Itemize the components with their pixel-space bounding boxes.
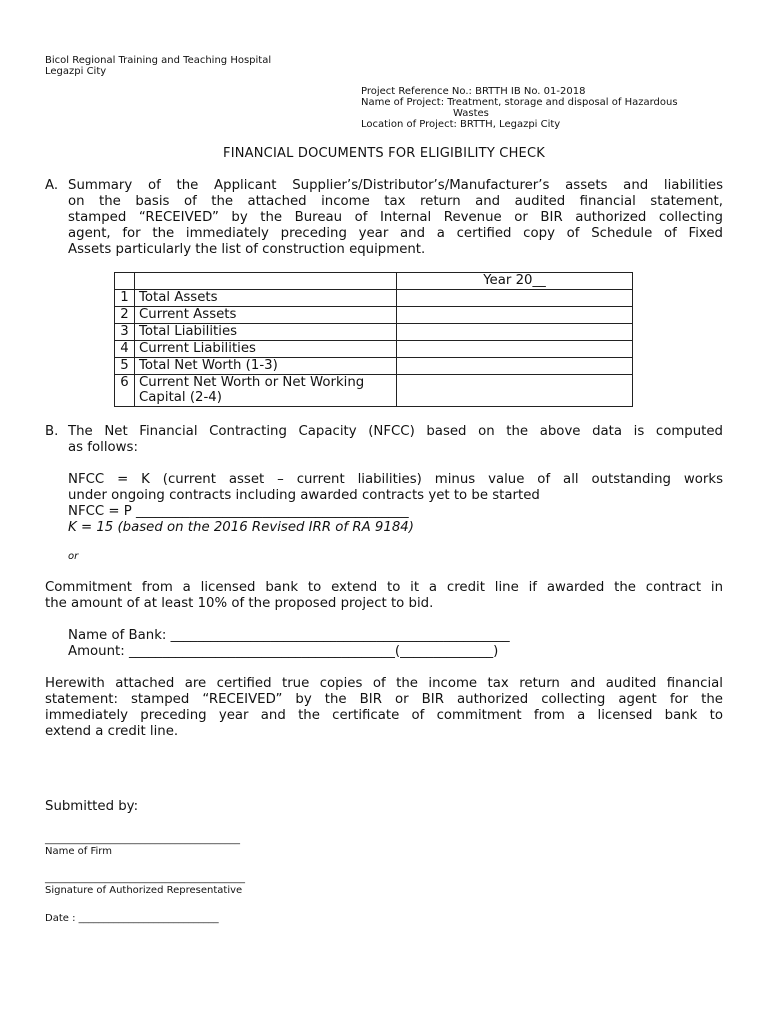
submitted-by-label: Submitted by: [45, 799, 139, 814]
table-row [115, 357, 633, 374]
herewith-line: extend a credit line. [45, 724, 179, 739]
section-a-line: stamped “RECEIVED” by the Bureau of Internal Revenue or BIR authorized collecting [68, 210, 723, 225]
assets-liabilities-table [114, 272, 633, 407]
commitment-line: the amount of at least 10% of the proposed project to bid. [45, 596, 434, 611]
row-number: 5 [115, 357, 135, 374]
project-name-cont: Wastes [453, 108, 489, 119]
row-label-line: Capital (2-4) [139, 390, 222, 405]
section-a-line: Summary of the Applicant Supplier’s/Distributor’s/Manufacturer’s assets and liabilities [68, 178, 723, 193]
hospital-name: Bicol Regional Training and Teaching Hospital [45, 55, 272, 66]
date-field: Date : ____________________________ [45, 913, 219, 924]
commitment-line: Commitment from a licensed bank to extend to it a credit line if awarded the contract in [45, 580, 723, 595]
row-label: Total Assets [135, 289, 397, 306]
herewith-line: immediately preceding year and the certificate of commitment from a licensed bank to [45, 708, 723, 723]
nfcc-formula: NFCC = K (current asset – current liabilities) minus value of all outstanding works [68, 472, 723, 487]
firm-label: Name of Firm [45, 846, 112, 857]
representative-label: Signature of Authorized Representative [45, 885, 243, 896]
section-a-line: on the basis of the attached income tax return and audited financial statement, [68, 194, 723, 209]
year-header: Year 20__ [397, 273, 633, 290]
row-value-cell [397, 323, 633, 340]
page-title: FINANCIAL DOCUMENTS FOR ELIGIBILITY CHECK [223, 146, 545, 161]
nfcc-amount-line: NFCC = P _________________________________________ [68, 504, 409, 519]
row-value-cell [397, 357, 633, 374]
nfcc-formula-cont: under ongoing contracts including awarded contracts yet to be started [68, 488, 540, 503]
hospital-city: Legazpi City [45, 66, 107, 77]
table-row [115, 306, 633, 323]
section-b-line: as follows: [68, 440, 138, 455]
project-location: Location of Project: BRTTH, Legazpi City [361, 119, 561, 130]
section-a-line: agent, for the immediately preceding year and a certified copy of Schedule of Fixed [68, 226, 723, 241]
table-header-row [115, 273, 633, 290]
section-a-line: Assets particularly the list of construction equipment. [68, 242, 426, 257]
row-label: Total Net Worth (1-3) [135, 357, 397, 374]
row-number: 1 [115, 289, 135, 306]
section-a-marker: A. [45, 178, 59, 193]
row-label: Current Assets [135, 306, 397, 323]
table-row [115, 340, 633, 357]
herewith-line: statement: stamped “RECEIVED” by the BIR or BIR authorized collecting agent for the [45, 692, 723, 707]
row-value-cell [397, 289, 633, 306]
bank-name-field: Name of Bank: ___________________________________________________ [68, 628, 510, 643]
amount-field: Amount: ________________________________________(______________) [68, 644, 499, 659]
firm-signature-line: _______________________________________ [45, 834, 240, 845]
herewith-line: Herewith attached are certified true copies of the income tax return and audited financial [45, 676, 723, 691]
row-number: 3 [115, 323, 135, 340]
section-b-marker: B. [45, 424, 59, 439]
table-row [115, 323, 633, 340]
row-label: Total Liabilities [135, 323, 397, 340]
section-b-line: The Net Financial Contracting Capacity (NFCC) based on the above data is computed [68, 424, 723, 439]
k-value-note: K = 15 (based on the 2016 Revised IRR of RA 9184) [68, 520, 414, 535]
project-reference: Project Reference No.: BRTTH IB No. 01-2018 [361, 86, 586, 97]
row-label-line: Current Net Worth or Net Working [139, 374, 365, 390]
row-number: 6 [115, 374, 135, 406]
row-label [135, 374, 397, 406]
project-name: Name of Project: Treatment, storage and disposal of Hazardous [361, 97, 678, 108]
row-label: Current Liabilities [135, 340, 397, 357]
row-value-cell [397, 374, 633, 406]
row-value-cell [397, 340, 633, 357]
table-row [115, 374, 633, 406]
table-row [115, 289, 633, 306]
or-separator: or [68, 551, 79, 562]
row-number: 4 [115, 340, 135, 357]
representative-signature-line: ________________________________________ [45, 873, 245, 884]
row-value-cell [397, 306, 633, 323]
row-number: 2 [115, 306, 135, 323]
